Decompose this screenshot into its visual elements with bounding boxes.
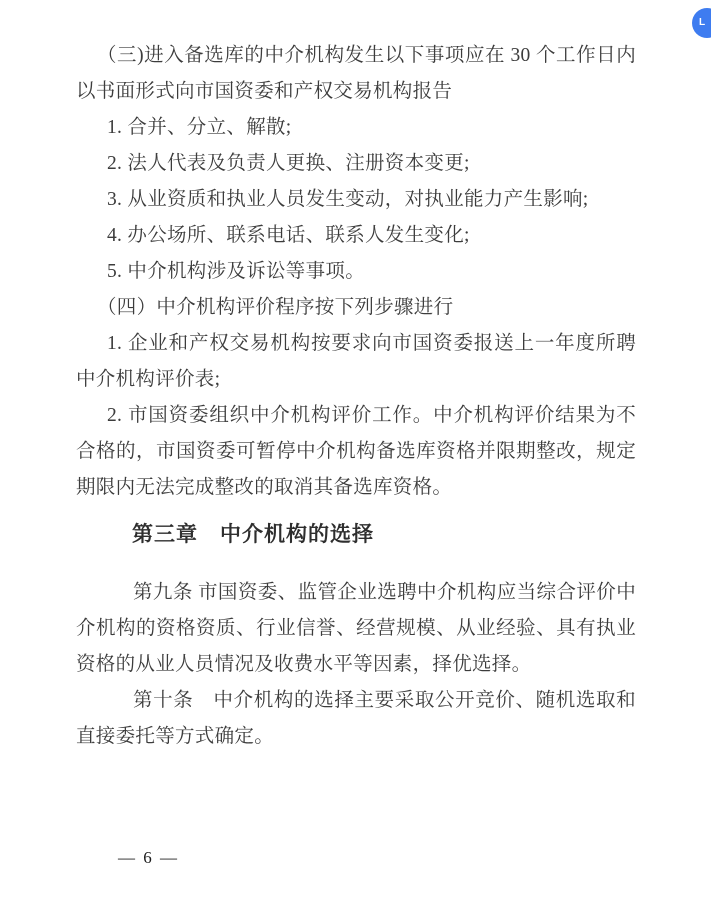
translate-float-button[interactable]: L <box>692 8 711 38</box>
paragraph-list-3: 3. 从业资质和执业人员发生变动，对执业能力产生影响; <box>107 189 589 210</box>
paragraph-item-3: （三)进入备选库的中介机构发生以下事项应在 30 个工作日内以书面形式向市国资委和产权交易机构报告 <box>76 45 636 102</box>
paragraph-step-1: 1. 企业和产权交易机构按要求向市国资委报送上一年度所聘中介机构评价表; <box>76 333 636 390</box>
paragraph-list-4: 4. 办公场所、联系电话、联系人发生变化; <box>107 225 470 246</box>
paragraph-article-9: 第九条 市国资委、监管企业选聘中介机构应当综合评价中介机构的资格资质、行业信誉、经营规模、从业经验、具有执业资格的从业人员情况及收费水平等因素，择优选择。 <box>76 582 636 675</box>
paragraph-item-4: （四）中介机构评价程序按下列步骤进行 <box>97 297 454 318</box>
paragraph-list-1: 1. 合并、分立、解散; <box>107 117 292 138</box>
paragraph-list-5: 5. 中介机构涉及诉讼等事项。 <box>107 261 365 282</box>
paragraph-step-2: 2. 市国资委组织中介机构评价工作。中介机构评价结果为不合格的，市国资委可暂停中介机构备选库资格并限期整改，规定期限内无法完成整改的取消其备选库资格。 <box>76 405 636 498</box>
document-text-block <box>76 38 636 755</box>
paragraph-list-2: 2. 法人代表及负责人更换、注册资本变更; <box>107 153 470 174</box>
page-number: — 6 — <box>118 848 179 867</box>
chapter-heading: 第三章 中介机构的选择 <box>132 523 374 546</box>
paragraph-article-10: 第十条 中介机构的选择主要采取公开竞价、随机选取和直接委托等方式确定。 <box>76 690 636 747</box>
